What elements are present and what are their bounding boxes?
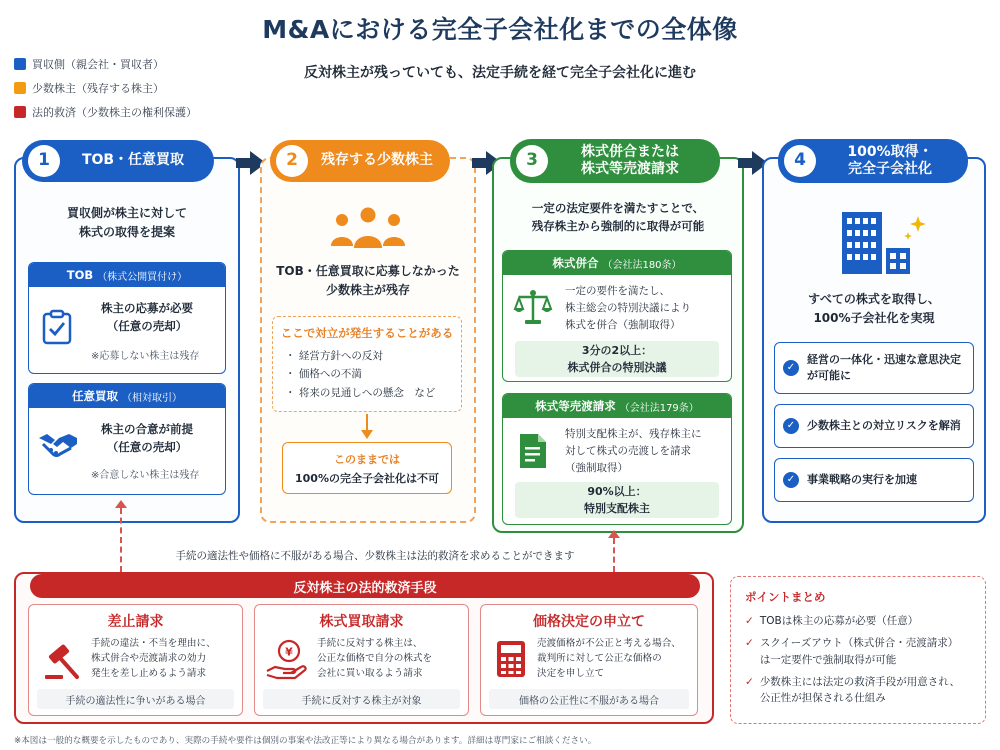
step4-number: 4 — [784, 145, 816, 177]
people-group-icon — [326, 206, 410, 254]
down-arrow-icon — [360, 414, 374, 444]
calculator-icon — [495, 639, 527, 683]
step1-desc: 買収側が株主に対して 株式の取得を提案 — [66, 206, 187, 239]
conflict-item: ・ 将来の見通しへの懸念 など — [285, 386, 436, 399]
yen-hand-icon — [265, 639, 309, 685]
gavel-icon — [43, 641, 83, 685]
remedy-card-injunction: 差止請求 手続の違法・不当を理由に、 株式併合や売渡請求の効力 発生を差し止めるよう請求 手続の適法性に争いがある場合 — [28, 604, 243, 716]
heigo-box — [502, 250, 732, 382]
page-title: M&Aにおける完全子会社化までの全体像 — [262, 15, 738, 44]
point-item: ✓ 少数株主には法定の救済手段が用意され、 公正性が担保される仕組み — [745, 674, 975, 707]
step2-header — [270, 140, 450, 182]
conflict-item: ・ 経営方針への反対 — [285, 350, 383, 362]
check-icon: ✓ — [745, 675, 754, 688]
step2-number: 2 — [276, 145, 308, 177]
step3-header — [510, 139, 720, 183]
remedy-up-arrow-right — [608, 530, 620, 538]
nin-box-note: ※合意しない株主は残存 — [91, 470, 200, 481]
step4-title: 100%取得・ 完全子会社化 — [847, 143, 933, 177]
points-summary — [730, 576, 986, 724]
step1-header — [22, 140, 214, 182]
remedy-card-price-petition: 価格決定の申立て 売渡価格が不公正と考える場合、 裁判所に対して公正な価格の 決定を申し立て 価格の公正性に不服がある場合 — [480, 604, 698, 716]
benefit-item: ✓ 事業戦略の実行を加速 — [774, 458, 974, 502]
step2-title: 残存する少数株主 — [321, 152, 433, 169]
step3-desc: 一定の法定要件を満たすことで、 残存株主から強制的に取得が可能 — [531, 201, 705, 233]
step4-desc: すべての株式を取得し、 100%子会社化を実現 — [808, 292, 940, 325]
check-icon: ✓ — [745, 615, 754, 627]
footnote: ※本図は一般的な概要を示したものであり、実際の手続や要件は個別の事案や法改正等により異なる場合があります。詳細は専門家にご相談ください。 — [14, 736, 597, 746]
step1-title: TOB・任意買取 — [81, 152, 185, 169]
svg-text:¥: ¥ — [285, 645, 293, 659]
points-list — [745, 613, 975, 706]
tob-box-body: 株主の応募が必要 （任意の売却） — [101, 301, 193, 334]
uriwatashi-box-body: 特別支配株主が、残存株主に 対して株式の売渡しを請求 （強制取得） — [565, 428, 702, 474]
building-icon — [838, 210, 930, 280]
nin-box — [28, 383, 226, 495]
check-icon: ✓ — [783, 418, 799, 434]
remedy-up-arrow-left — [115, 500, 127, 508]
step3-number: 3 — [516, 145, 548, 177]
clipboard-icon — [41, 309, 73, 349]
not-possible-box: このままでは 100%の完全子会社化は不可 — [282, 442, 452, 494]
nin-box-header: 任意買取 （相対取引） — [29, 384, 225, 408]
conflict-title: ここで対立が発生することがある — [280, 326, 454, 340]
conflict-list — [285, 347, 461, 402]
remedy-bar: 反対株主の法的救済手段 — [30, 574, 700, 598]
handshake-icon — [37, 430, 79, 464]
points-title: ポイントまとめ — [745, 590, 826, 604]
heigo-requirement: 3分の2以上： 株式併合の特別決議 — [515, 341, 719, 377]
conflict-box — [272, 316, 462, 412]
heigo-box-body: 一定の要件を満たし、 株主総会の特別決議により 株式を併合（強制取得） — [565, 285, 691, 331]
legend — [14, 56, 197, 120]
remedy-connector-left — [120, 508, 122, 572]
check-icon: ✓ — [745, 637, 754, 650]
uriwatashi-box-header: 株式等売渡請求 （会社法179条） — [503, 394, 731, 418]
check-icon: ✓ — [783, 360, 799, 376]
remedy-card-appraisal: 株式買取請求 ¥ 手続に反対する株主は、 公正な価格で自分の株式を 会社に買い取るよう請求 手続に反対する株主が対象 — [254, 604, 469, 716]
step1-number: 1 — [28, 145, 60, 177]
page-subtitle: 反対株主が残っていても、法定手続を経て完全子会社化に進む — [304, 65, 696, 81]
legend-item-buyer: 買収側（親会社・買収者） — [14, 56, 197, 72]
step4-header — [778, 139, 968, 183]
step3-title: 株式併合または 株式等売渡請求 — [581, 143, 679, 177]
conflict-item: ・ 価格への不満 — [285, 368, 362, 381]
check-icon: ✓ — [783, 472, 799, 488]
remedy-connector-right — [613, 538, 615, 572]
benefit-item: ✓ 経営の一体化・迅速な意思決定 が可能に — [774, 342, 974, 394]
tob-box-note: ※応募しない株主は残存 — [91, 351, 200, 362]
point-item: ✓ スクイーズアウト（株式併合・売渡請求） は一定要件で強制取得が可能 — [745, 635, 975, 668]
step2-desc: TOB・任意買取に応募しなかった 少数株主が残存 — [276, 264, 460, 297]
legend-item-minority: 少数株主（残存する株主） — [14, 80, 197, 96]
heigo-box-header: 株式併合 （会社法180条） — [503, 251, 731, 275]
tob-box-header: TOB （株式公開買付け） — [29, 263, 225, 287]
benefit-item: ✓ 少数株主との対立リスクを解消 — [774, 404, 974, 448]
tob-box — [28, 262, 226, 374]
document-icon — [517, 432, 549, 474]
remedy-note: 手続の適法性や価格に不服がある場合、少数株主は法的救済を求めることができます — [140, 548, 610, 563]
point-item: ✓ TOBは株主の応募が必要（任意） — [745, 613, 975, 629]
nin-box-body: 株主の合意が前提 （任意の売却） — [101, 422, 193, 455]
scales-icon — [513, 287, 553, 331]
legend-item-remedy: 法的救済（少数株主の権利保護） — [14, 104, 197, 120]
uriwatashi-requirement: 90%以上： 特別支配株主 — [515, 482, 719, 518]
uriwatashi-box — [502, 393, 732, 525]
